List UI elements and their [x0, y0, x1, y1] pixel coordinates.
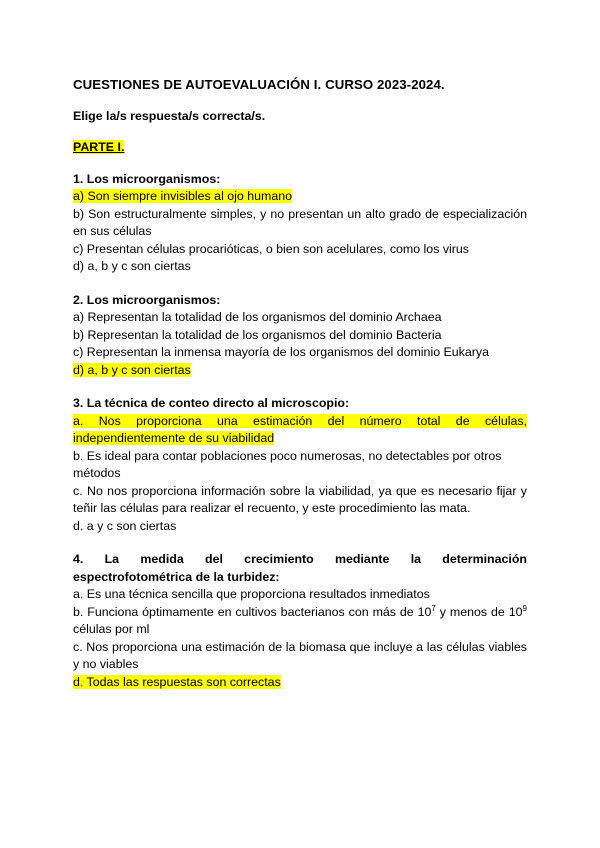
option-c: c) Representan la inmensa mayoría de los organismos del dominio Eukarya	[73, 345, 489, 359]
question-title: 2. Los microorganismos:	[73, 292, 221, 307]
option-b-text-3: células por ml	[73, 622, 150, 636]
option-c: c. No nos proporciona información sobre la viabilidad, ya que es necesario fijar y teñir las células para realizar el recuento, y este procedimiento las mata.	[73, 483, 527, 515]
highlighted-answer: a) Son siempre invisibles al ojo humano	[73, 189, 293, 203]
option-b: b. Es ideal para contar poblaciones poco numerosas, no detectables por otros métodos	[73, 448, 502, 480]
option-b-text-1: b. Funciona óptimamente en cultivos bacterianos con más de 10	[73, 604, 432, 619]
option-a: a) Representan la totalidad de los organismos del dominio Archaea	[73, 310, 442, 324]
question-title: 1. Los microorganismos:	[73, 171, 221, 186]
option-a: a. Es una técnica sencilla que proporciona resultados inmediatos	[73, 587, 430, 601]
highlighted-answer: a. Nos proporciona una estimación del número total de células, independientemente de su viabilidad	[73, 413, 527, 445]
option-b-text-2: y menos de 10	[435, 604, 523, 619]
option-b	[73, 604, 527, 639]
question-title-line-2: espectrofotométrica de la turbidez:	[73, 569, 280, 584]
exponent-7: 7	[431, 603, 436, 613]
option-c: c. Nos proporciona una estimación de la biomasa que incluye a las células viables y no viables	[73, 639, 527, 671]
option-d: d) a, b y c son ciertas	[73, 259, 191, 273]
question-1	[73, 171, 527, 276]
option-b: b) Son estructuralmente simples, y no presentan un alto grado de especialización en sus células	[73, 206, 527, 238]
question-3	[73, 395, 527, 535]
exponent-9: 9	[522, 603, 527, 613]
part-heading	[73, 139, 527, 157]
question-title: 3. La técnica de conteo directo al microscopio:	[73, 396, 350, 410]
question-title-line-1: 4. La medida del crecimiento mediante la determinación	[73, 552, 527, 566]
option-a	[73, 413, 527, 448]
highlighted-answer: d) a, b y c son ciertas	[73, 362, 191, 377]
question-2	[73, 292, 527, 380]
instructions: Elige la/s respuesta/s correcta/s.	[73, 108, 266, 123]
highlighted-answer: d. Todas las respuestas son correctas	[73, 674, 281, 689]
option-d: d. a y c son ciertas	[73, 518, 177, 533]
option-c: c) Presentan células procarióticas, o bien son acelulares, como los virus	[73, 241, 469, 256]
document-title: CUESTIONES DE AUTOEVALUACIÓN I. CURSO 2023-2024.	[73, 77, 445, 92]
option-b: b) Representan la totalidad de los organismos del dominio Bacteria	[73, 327, 442, 342]
part-label: PARTE I.	[73, 140, 125, 154]
option-d	[73, 362, 527, 380]
option-a	[73, 188, 527, 206]
question-4	[73, 551, 527, 691]
option-d	[73, 674, 527, 692]
